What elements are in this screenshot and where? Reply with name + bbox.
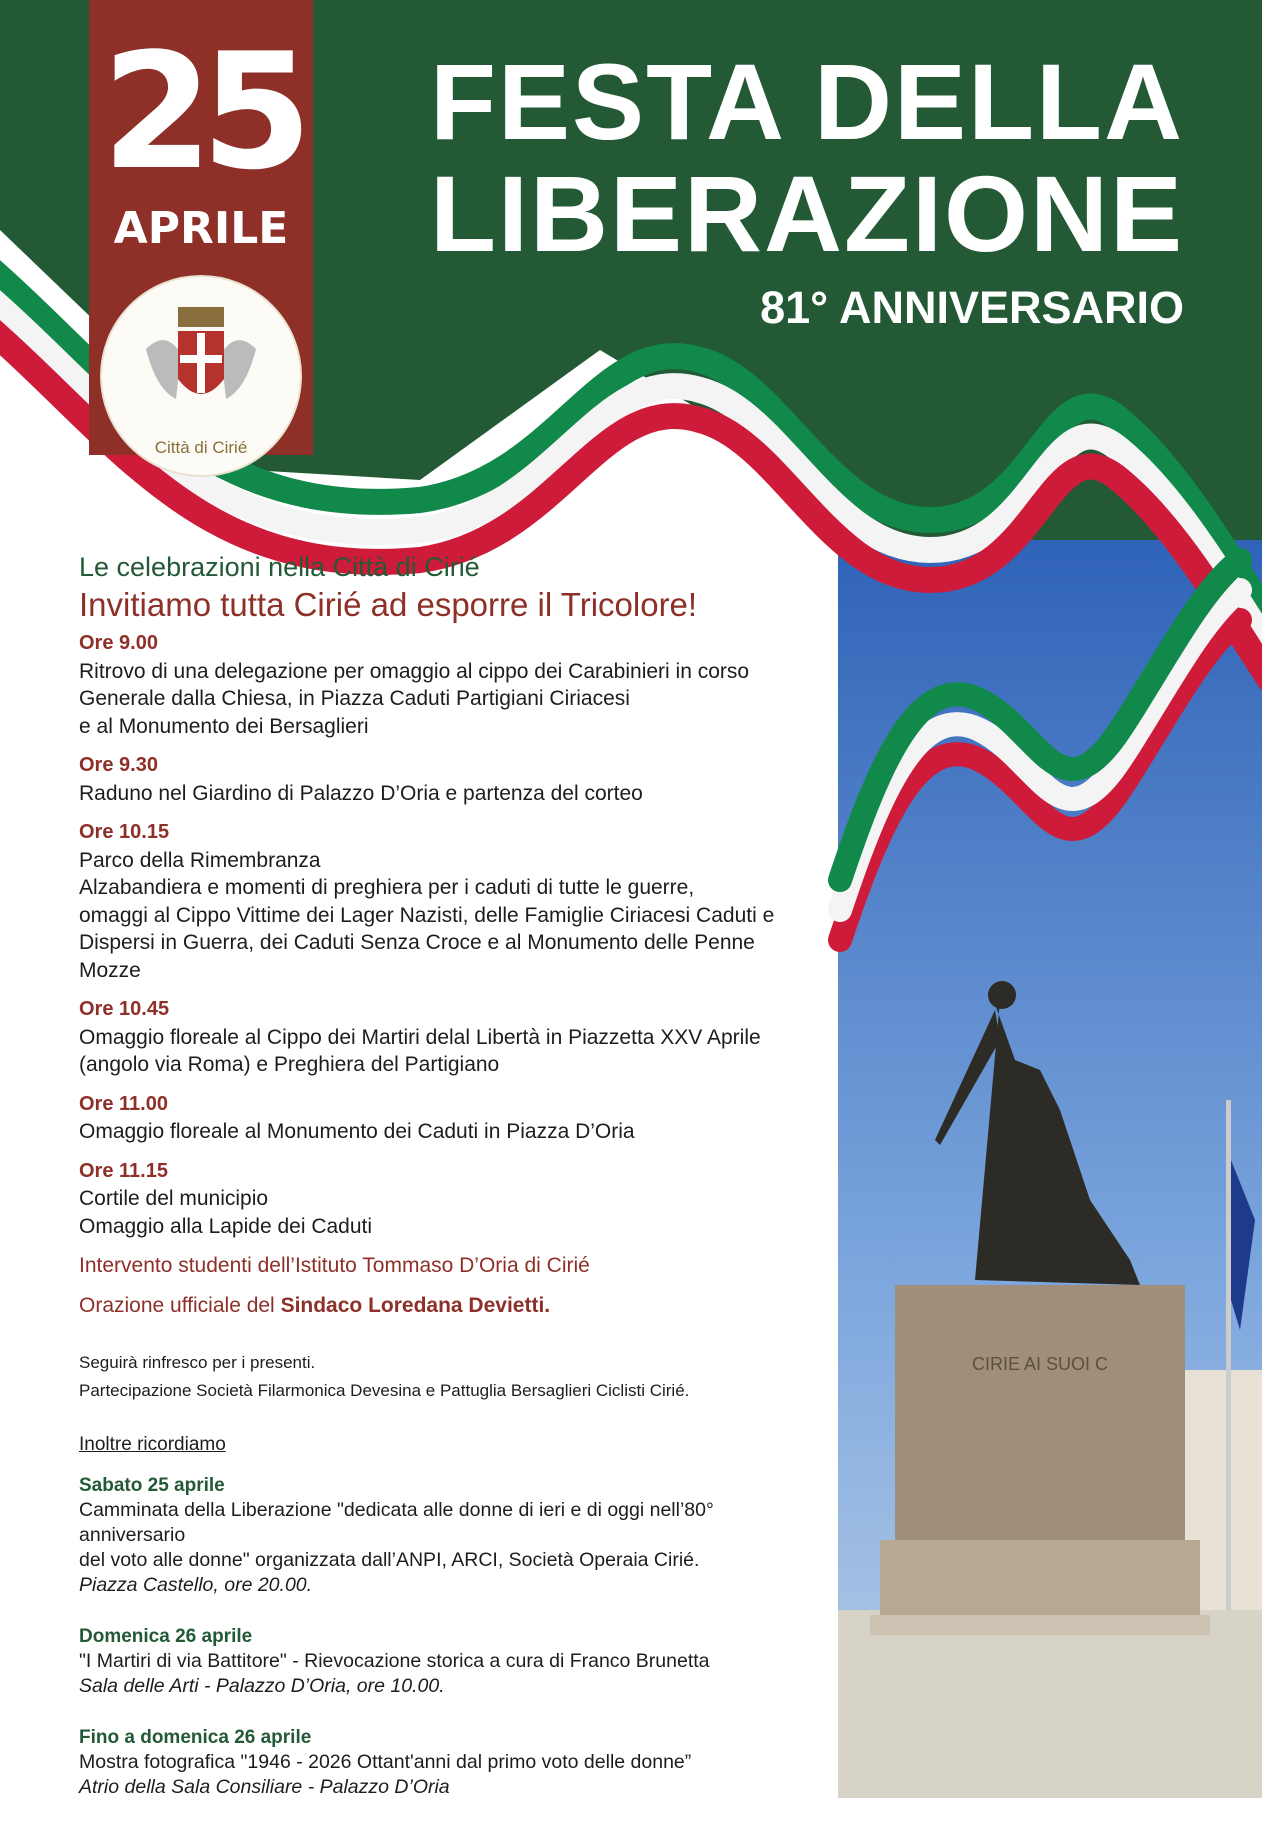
event-item (79, 1624, 819, 1699)
coat-of-arms-icon (126, 299, 276, 429)
program-time: Ore 11.00 (79, 1092, 168, 1115)
program-time: Ore 11.15 (79, 1159, 168, 1182)
title-line-2: LIBERAZIONE (429, 153, 1184, 274)
oration-note (79, 1292, 819, 1320)
program-text: (angolo via Roma) e Preghiera del Partigiano (79, 1053, 500, 1076)
program-text: Cortile del municipio (79, 1187, 269, 1210)
program-text: Generale dalla Chiesa, in Piazza Caduti Partigiani Ciriacesi (79, 687, 630, 710)
event-text: del voto alle donne" organizzata dall’ANPI, ARCI, Società Operaia Cirié. (79, 1548, 700, 1571)
date-day: 25 (101, 18, 301, 205)
program-text: e al Monumento dei Bersaglieri (79, 714, 369, 738)
subtitle: Le celebrazioni nella Città di Cirié (79, 552, 480, 582)
program-time: Ore 10.45 (79, 998, 170, 1020)
event-date: Domenica 26 aprile (79, 1625, 253, 1647)
events-list (79, 1473, 819, 1800)
event-item (79, 1725, 819, 1800)
date-month: APRILE (113, 203, 289, 254)
program-time: Ore 10.15 (79, 821, 170, 843)
event-date: Fino a domenica 26 aprile (79, 1726, 312, 1748)
event-item (79, 1473, 819, 1598)
program-text: Dispersi in Guerra, dei Caduti Senza Croce e al Monumento delle Penne Mozze (79, 931, 755, 982)
event-place: Atrio della Sala Consiliare - Palazzo D’Oria (79, 1775, 450, 1798)
monument-inscription: CIRIE AI SUOI C (971, 1354, 1109, 1374)
program-text: Omaggio floreale al Cippo dei Martiri delal Libertà in Piazzetta XXV Aprile (79, 1025, 761, 1049)
program-text: Omaggio alla Lapide dei Caduti (79, 1214, 373, 1238)
anniversary: 81° ANNIVERSARIO (760, 282, 1184, 333)
event-place: Piazza Castello, ore 20.00. (79, 1573, 313, 1596)
program-item (79, 996, 819, 1079)
invite-heading: Invitiamo tutta Cirié ad esporre il Tricolore! (79, 586, 698, 623)
note: Partecipazione Società Filarmonica Devesina e Pattuglia Bersaglieri Ciclisti Cirié. (79, 1381, 690, 1400)
mayor-name: Sindaco Loredana Devietti. (280, 1293, 551, 1317)
city-emblem (100, 275, 302, 477)
title-line-1: FESTA DELLA (430, 41, 1184, 162)
program-text: Omaggio floreale al Monumento dei Caduti in Piazza D’Oria (79, 1120, 635, 1143)
program-text: Ritrovo di una delegazione per omaggio al cippo dei Carabinieri in corso (79, 659, 750, 683)
program-column (79, 550, 819, 1826)
event-text: Mostra fotografica "1946 - 2026 Ottant'anni dal primo voto delle donne” (79, 1750, 692, 1773)
reminder-title: Inoltre ricordiamo (79, 1434, 226, 1455)
program-text: Parco della Rimembranza (79, 848, 321, 872)
notes (79, 1349, 819, 1405)
event-place: Sala delle Arti - Palazzo D’Oria, ore 10.00. (79, 1674, 445, 1697)
program-time: Ore 9.00 (79, 632, 158, 654)
program-item (79, 1158, 819, 1241)
event-date: Sabato 25 aprile (79, 1474, 225, 1496)
program-item (79, 630, 819, 740)
emblem-label: Città di Cirié (154, 438, 248, 457)
students-note: Intervento studenti dell’Istituto Tommaso D’Oria di Cirié (79, 1254, 590, 1277)
event-text: Camminata della Liberazione "dedicata alle donne di ieri e di oggi nell’80° anniversario (79, 1498, 714, 1546)
program-text: Raduno nel Giardino di Palazzo D’Oria e partenza del corteo (79, 781, 643, 805)
program-time: Ore 9.30 (79, 754, 158, 776)
note: Seguirà rinfresco per i presenti. (79, 1353, 316, 1372)
program-item (79, 1091, 819, 1146)
program-text: omaggi al Cippo Vittime dei Lager Nazisti, delle Famiglie Ciriacesi Caduti e (79, 903, 775, 927)
event-text: "I Martiri di via Battitore" - Rievocazione storica a cura di Franco Brunetta (79, 1649, 710, 1672)
program-text: Alzabandiera e momenti di preghiera per i caduti di tutte le guerre, (79, 876, 695, 899)
oration-prefix: Orazione ufficiale del (79, 1293, 281, 1317)
program-list (79, 630, 819, 1240)
program-item (79, 752, 819, 807)
program-item (79, 819, 819, 984)
